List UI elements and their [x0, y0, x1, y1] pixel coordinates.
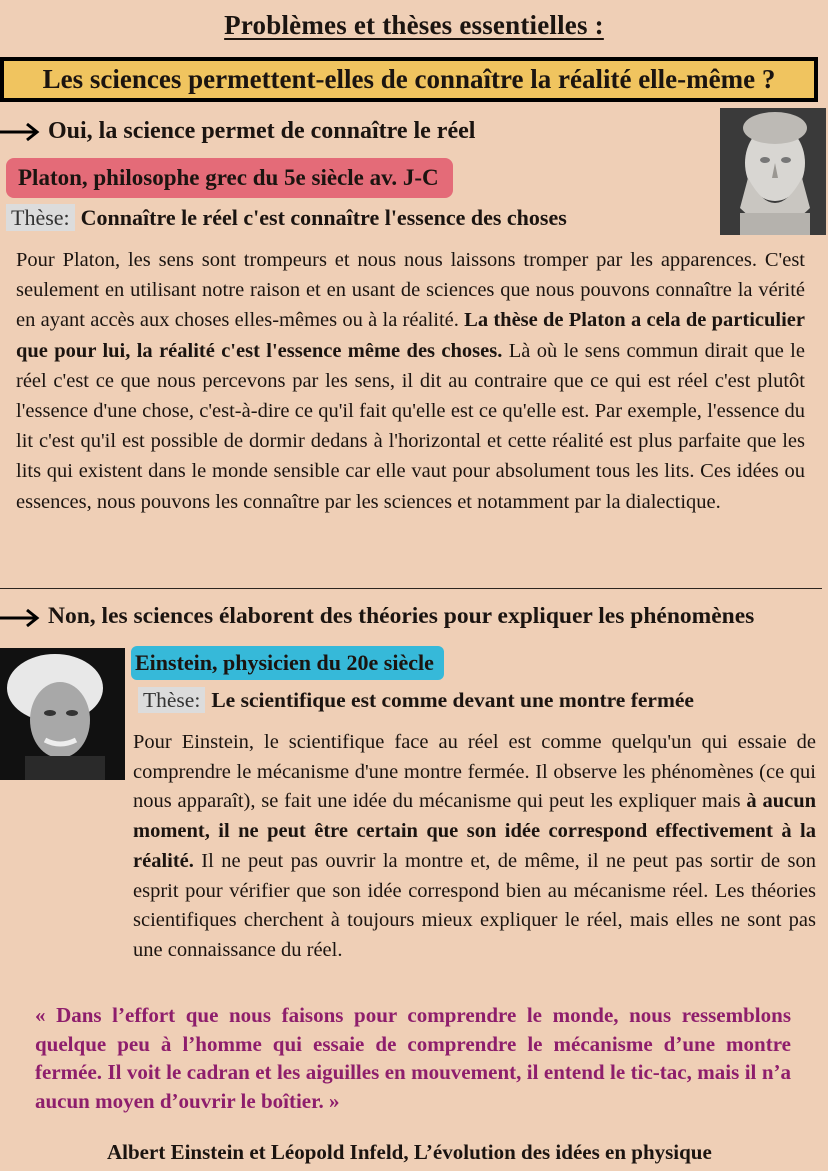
platon-bust-photo	[720, 108, 826, 235]
einstein-paragraph	[133, 728, 816, 966]
paragraph-text: Il ne peut pas ouvrir la montre et, de même, il ne peut pas sortir de son esprit pour vérifier que son idée correspond bien au mécanisme réel. Les théories scientifiques cherchent à toujours mieux expliquer le réel, mais elles ne sont pas une connaissance du réel.	[133, 849, 816, 961]
main-question: Les sciences permettent-elles de connaître la réalité elle-même ?	[0, 57, 818, 102]
right-arrow-icon	[0, 122, 40, 142]
these-tag: Thèse:	[138, 687, 205, 713]
these-text: Le scientifique est comme devant une montre fermée	[211, 688, 694, 712]
paragraph-text: Pour Platon, les sens sont trompeurs et nous nous laissons tromper par les apparences. C'est seulement en utilisant notre raison et en usant de sciences que nous pouvons connaître la vérité en ayant accès aux choses elles-mêmes ou à la réalité.	[16, 249, 805, 332]
einstein-quote: « Dans l’effort que nous faisons pour comprendre le monde, nous ressemblons quelque peu à l’homme qui essaie de comprendre le mécanisme d’une montre fermée. Il voit le cadran et les aiguilles en mouvement, il entend le tic-tac, mais il n’a aucun moyen d’ouvrir le boîtier. »	[35, 1003, 791, 1113]
these-text: Connaître le réel c'est connaître l'essence des choses	[80, 205, 567, 230]
paragraph-bold-text: à aucun moment, il ne peut être certain que son idée correspond effectivement à la réalité.	[133, 790, 816, 872]
these-tag: Thèse:	[6, 204, 75, 231]
no-heading	[0, 603, 754, 630]
einstein-author-label: Einstein, physicien du 20e siècle	[131, 646, 444, 680]
einstein-these	[138, 688, 694, 713]
paragraph-text: Là où le sens commun dirait que le réel c'est ce que nous percevons par les sens, il dit au contraire que ce qui est réel c'est plutôt l'essence d'une chose, c'est-à-dire ce qu'il fait qu'elle est ce qu'elle est. Par exemple, l'essence du lit c'est qu'il est possible de dormir dedans à l'horizontal et cette réalité est plus parfaite que les lits qui existent dans le monde sensible car elle vaut pour absolument tous les lits. Ces idées ou essences, nous pouvons les connaître par les sciences et notamment par la dialectique.	[16, 339, 805, 513]
page-title: Problèmes et thèses essentielles :	[224, 10, 604, 40]
paragraph-bold-text: La thèse de Platon a cela de particulier que pour lui, la réalité c'est l'essence même des choses.	[16, 309, 805, 362]
einstein-portrait-photo	[0, 648, 125, 780]
platon-paragraph	[16, 245, 805, 517]
yes-heading	[0, 118, 475, 145]
paragraph-text: Pour Einstein, le scientifique face au réel est comme quelqu'un qui essaie de comprendre le mécanisme d'une montre fermée. Il observe les phénomènes (ce qui nous apparaît), se fait une idée du mécanisme qui peut les expliquer mais	[133, 731, 816, 813]
platon-author-label: Platon, philosophe grec du 5e siècle av. J-C	[6, 158, 453, 198]
section-divider	[0, 588, 822, 589]
platon-these	[6, 205, 567, 231]
quote-citation: Albert Einstein et Léopold Infeld, L’évolution des idées en physique	[107, 1140, 712, 1164]
no-heading-text: Non, les sciences élaborent des théories pour expliquer les phénomènes	[48, 603, 755, 629]
right-arrow-icon	[0, 608, 40, 628]
yes-heading-text: Oui, la science permet de connaître le réel	[48, 118, 476, 144]
